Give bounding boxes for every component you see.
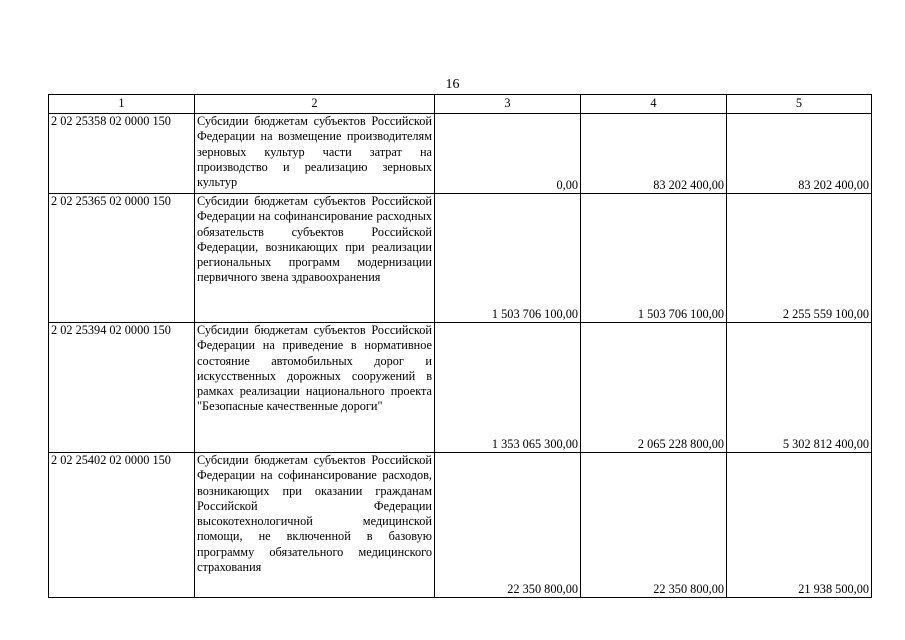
amount-col3: 0,00: [435, 114, 581, 194]
table-row: [49, 114, 872, 194]
column-header: 1: [49, 95, 195, 114]
amount-col5: 21 938 500,00: [727, 453, 872, 598]
budget-code: 2 02 25402 02 0000 150: [49, 453, 195, 598]
amount-col4: 2 065 228 800,00: [581, 323, 727, 453]
budget-table: [48, 94, 872, 598]
amount-col4: 83 202 400,00: [581, 114, 727, 194]
budget-code: 2 02 25365 02 0000 150: [49, 194, 195, 323]
amount-col3: 1 353 065 300,00: [435, 323, 581, 453]
column-header: 4: [581, 95, 727, 114]
row-description: Субсидии бюджетам субъектов Российской Федерации на приведение в нормативное состояние автомобильных дорог и искусственных дорожных сооружений в рамках реализации национального проекта "Безопасные качественные дороги": [195, 323, 435, 453]
row-description: Субсидии бюджетам субъектов Российской Федерации на возмещение производителям зерновых культур части затрат на производство и реализацию зерновых культур: [195, 114, 435, 194]
page-number: 16: [445, 77, 460, 92]
column-header: 3: [435, 95, 581, 114]
column-header: 2: [195, 95, 435, 114]
table-row: [49, 323, 872, 453]
row-description: Субсидии бюджетам субъектов Российской Федерации на софинансирование расходных обязательств субъектов Российской Федерации, возникающих при реализации региональных программ модернизации первичного звена здравоохранения: [195, 194, 435, 323]
budget-code: 2 02 25394 02 0000 150: [49, 323, 195, 453]
amount-col5: 83 202 400,00: [727, 114, 872, 194]
amount-col5: 2 255 559 100,00: [727, 194, 872, 323]
amount-col4: 1 503 706 100,00: [581, 194, 727, 323]
amount-col3: 1 503 706 100,00: [435, 194, 581, 323]
table-header-row: [49, 95, 872, 114]
row-description: Субсидии бюджетам субъектов Российской Федерации на софинансирование расходов, возникающих при оказании гражданам Российской Федерации высокотехнологичной медицинской помощи, не включенной в базовую программу обязательного медицинского страхования: [195, 453, 435, 598]
amount-col4: 22 350 800,00: [581, 453, 727, 598]
amount-col5: 5 302 812 400,00: [727, 323, 872, 453]
table-row: [49, 194, 872, 323]
budget-code: 2 02 25358 02 0000 150: [49, 114, 195, 194]
table-row: [49, 453, 872, 598]
column-header: 5: [727, 95, 872, 114]
amount-col3: 22 350 800,00: [435, 453, 581, 598]
